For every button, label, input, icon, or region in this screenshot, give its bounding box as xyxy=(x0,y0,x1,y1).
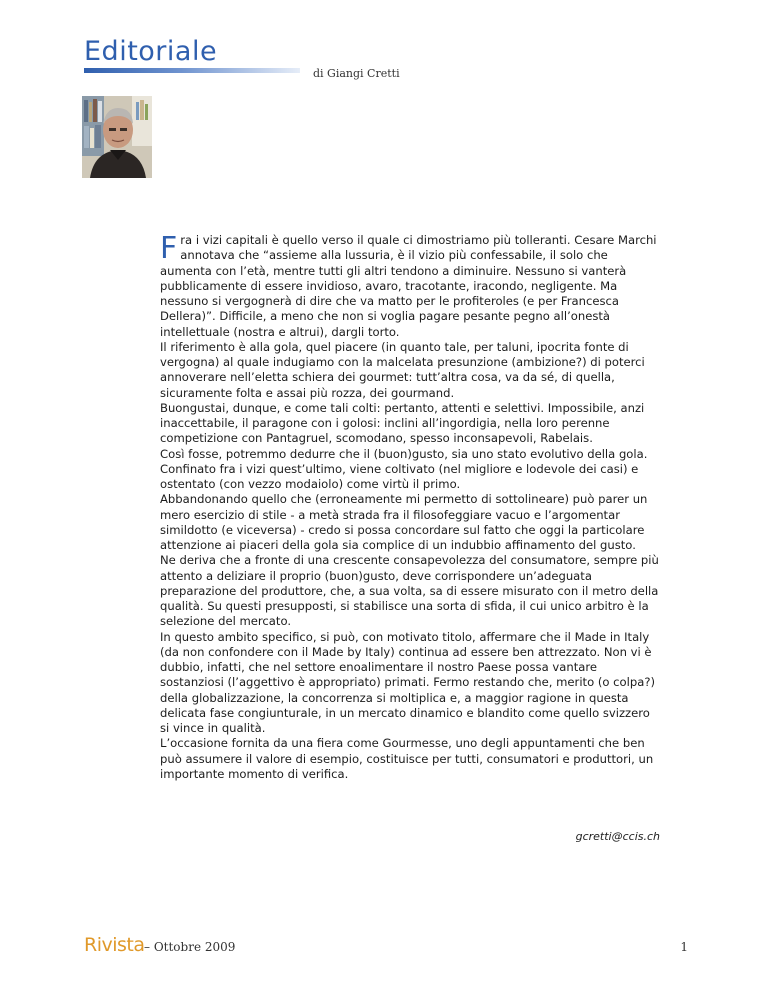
author-byline: di Giangi Cretti xyxy=(313,67,400,80)
article-paragraph: L’occasione fornita da una fiera come Gourmesse, uno degli appuntamenti che ben può assumere il valore di esempio, costituisce per tutti, consumatori e produttori, un importante momento di verifica. xyxy=(160,736,654,781)
author-photo xyxy=(82,96,152,178)
issue-date: – Ottobre 2009 xyxy=(144,940,236,954)
article-paragraph: Così fosse, potremmo dedurre che il (buon)gusto, sia uno stato evolutivo della gola. Confinato fra i vizi quest’ultimo, viene coltivato (nel migliore e lodevole dei casi) e ostentato (con vezzo modaiolo) come virtù il primo. xyxy=(160,446,648,491)
article-paragraph: In questo ambito specifico, si può, con motivato titolo, affermare che il Made in Italy (da non confondere con il Made by Italy) continua ad essere ben attrezzato. Non vi è dubbio, infatti, che nel settore enoalimentare il nostro Paese possa vantare sostanziosi (l’aggettivo è appropriato) primati. Fermo restando che, merito (o colpa?) della globalizzazione, la concorrenza si moltiplica e, a maggior ragione in questa delicata fase congiunturale, in un mercato dinamico e blandito come quello svizzero si vince in qualità. xyxy=(160,629,656,735)
article-paragraph xyxy=(160,233,660,340)
article-paragraph: Buongustai, dunque, e come tali colti: pertanto, attenti e selettivi. Impossibile, anzi inaccettabile, il paragone con i golosi: inclini all’ingordigia, nella loro perenne competizione con Pantagruel, scomodano, spesso inconsapevoli, Rabelais. xyxy=(160,400,645,446)
title-underline-bar xyxy=(84,68,300,73)
article-paragraph: Il riferimento è alla gola, quel piacere (in quanto tale, per taluni, ipocrita fonte di vergogna) al quale indugiamo con la malcelata presunzione (ambizione?) di poterci annoverare nell’eletta schiera dei gourmet: tutt’altra cosa, va da sé, di quella, sicuramente folta e assai più rozza, dei gourmand. xyxy=(160,339,645,400)
magazine-logo: Rivista xyxy=(84,934,145,956)
author-email[interactable]: gcretti@ccis.ch xyxy=(575,830,660,843)
page-number: 1 xyxy=(680,940,688,954)
article-body xyxy=(160,233,660,782)
drop-cap: F xyxy=(160,231,178,266)
paragraph-text: ra i vizi capitali è quello verso il quale ci dimostriamo più tolleranti. Cesare Marchi annotava che “assieme alla lussuria, è il vizio più confessabile, il solo che aumenta con l’età, mentre tutti gli altri tendono a diminuire. Nessuno si vanterà pubblicamente di essere invidioso, avaro, tracotante, iracondo, negligente. Ma nessuno si vergognerà di dire che va matto per le profiteroles (e per Francesca Dellera)”. Difficile, a meno che non si voglia pagare pesante pegno all’onestà intellettuale (nostra e altrui), dargli torto. xyxy=(160,233,657,339)
article-paragraph: Ne deriva che a fronte di una crescente consapevolezza del consumatore, sempre più attento a deliziare il proprio (buon)gusto, deve corrispondere un’adeguata preparazione del produttore, che, a sua volta, sa di essere misurato con il metro della qualità. Su questi presupposti, si stabilisce una sorta di sfida, il cui unico arbitro è la selezione del mercato. xyxy=(160,553,659,629)
section-title: Editoriale xyxy=(84,36,218,67)
article-paragraph: Abbandonando quello che (erroneamente mi permetto di sottolineare) può parer un mero esercizio di stile - a metà strada fra il filosofeggiare vacuo e l’argomentar simildotto (e viceversa) - credo si possa concordare sul fatto che oggi la particolare attenzione ai piaceri della gola sia complice di un indubbio affinamento del gusto. xyxy=(160,492,648,552)
